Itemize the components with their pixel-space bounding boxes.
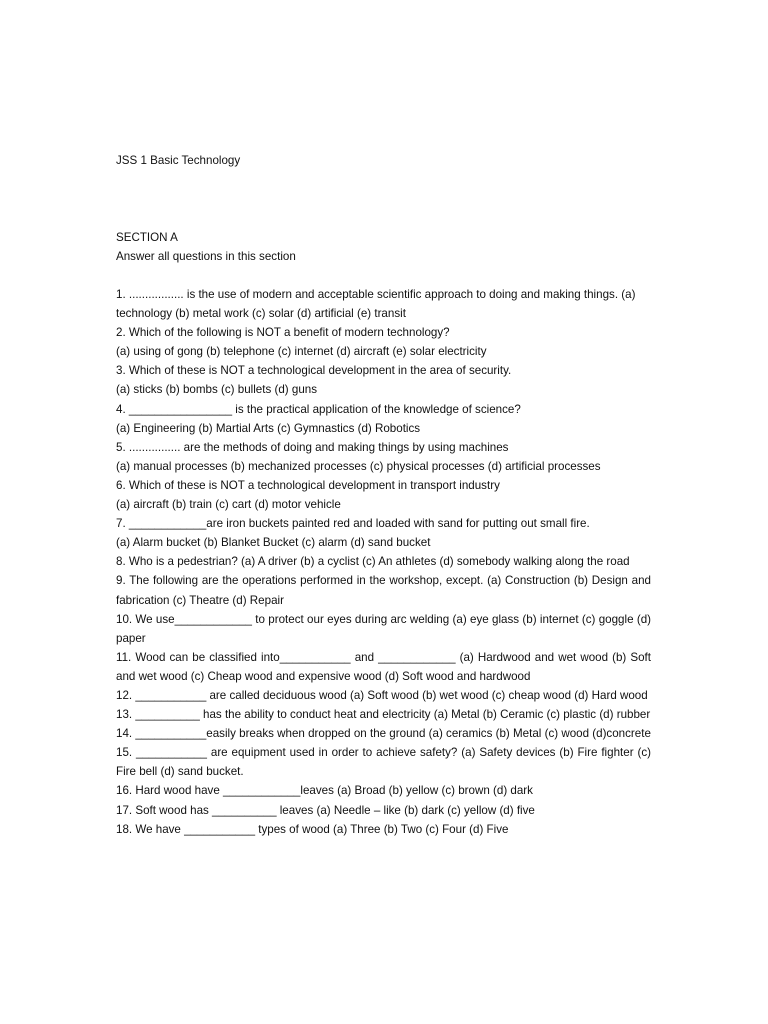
question-2-options: (a) using of gong (b) telephone (c) internet (d) aircraft (e) solar electricity (116, 345, 487, 359)
question-list (116, 285, 651, 839)
question-13: 13. __________ has the ability to conduct heat and electricity (a) Metal (b) Ceramic (c) plastic (d) rubber (116, 708, 651, 722)
question-7-options: (a) Alarm bucket (b) Blanket Bucket (c) alarm (d) sand bucket (116, 536, 431, 550)
question-3: 3. Which of these is NOT a technological development in the area of security. (116, 364, 512, 378)
question-4: 4. ________________ is the practical application of the knowledge of science? (116, 402, 521, 416)
question-18: 18. We have ___________ types of wood (a) Three (b) Two (c) Four (d) Five (116, 822, 509, 836)
question-7: 7. ____________are iron buckets painted red and loaded with sand for putting out small fire. (116, 517, 590, 531)
question-6: 6. Which of these is NOT a technological development in transport industry (116, 478, 500, 492)
question-8: 8. Who is a pedestrian? (a) A driver (b) a cyclist (c) An athletes (d) somebody walking along the road (116, 555, 630, 569)
question-9: 9. The following are the operations performed in the workshop, except. (a) Construction (b) Design and fabrication (c) Theatre (d) Repair (116, 574, 651, 607)
question-2: 2. Which of the following is NOT a benefit of modern technology? (116, 326, 450, 340)
document-title: JSS 1 Basic Technology (116, 154, 241, 167)
question-5: 5. ................ are the methods of doing and making things by using machines (116, 440, 509, 454)
question-17: 17. Soft wood has __________ leaves (a) Needle – like (b) dark (c) yellow (d) five (116, 803, 535, 817)
question-4-options: (a) Engineering (b) Martial Arts (c) Gymnastics (d) Robotics (116, 421, 421, 435)
question-12: 12. ___________ are called deciduous wood (a) Soft wood (b) wet wood (c) cheap wood (d) Hard wood (116, 688, 648, 702)
question-16: 16. Hard wood have ____________leaves (a) Broad (b) yellow (c) brown (d) dark (116, 784, 533, 798)
question-11: 11. Wood can be classified into___________ and ____________ (a) Hardwood and wet wood (b) Soft and wet wood (c) Cheap wood and expensive wood (d) Soft wood and hardwood (116, 650, 651, 683)
section-heading: SECTION A (116, 231, 178, 244)
question-5-options: (a) manual processes (b) mechanized processes (c) physical processes (d) artificial processes (116, 459, 601, 473)
question-10: 10. We use____________ to protect our eyes during arc welding (a) eye glass (b) internet (c) goggle (d) paper (116, 612, 651, 645)
question-6-options: (a) aircraft (b) train (c) cart (d) motor vehicle (116, 498, 341, 512)
question-3-options: (a) sticks (b) bombs (c) bullets (d) guns (116, 383, 318, 397)
question-15: 15. ___________ are equipment used in order to achieve safety? (a) Safety devices (b) Fire fighter (c) Fire bell (d) sand bucket. (116, 746, 651, 779)
question-14: 14. ___________easily breaks when dropped on the ground (a) ceramics (b) Metal (c) wood (d)concrete (116, 727, 651, 741)
section-instructions: Answer all questions in this section (116, 250, 296, 263)
question-1: 1. ................. is the use of modern and acceptable scientific approach to doing and making things. (a) technology (b) metal work (c) solar (d) artificial (e) transit (116, 288, 636, 321)
